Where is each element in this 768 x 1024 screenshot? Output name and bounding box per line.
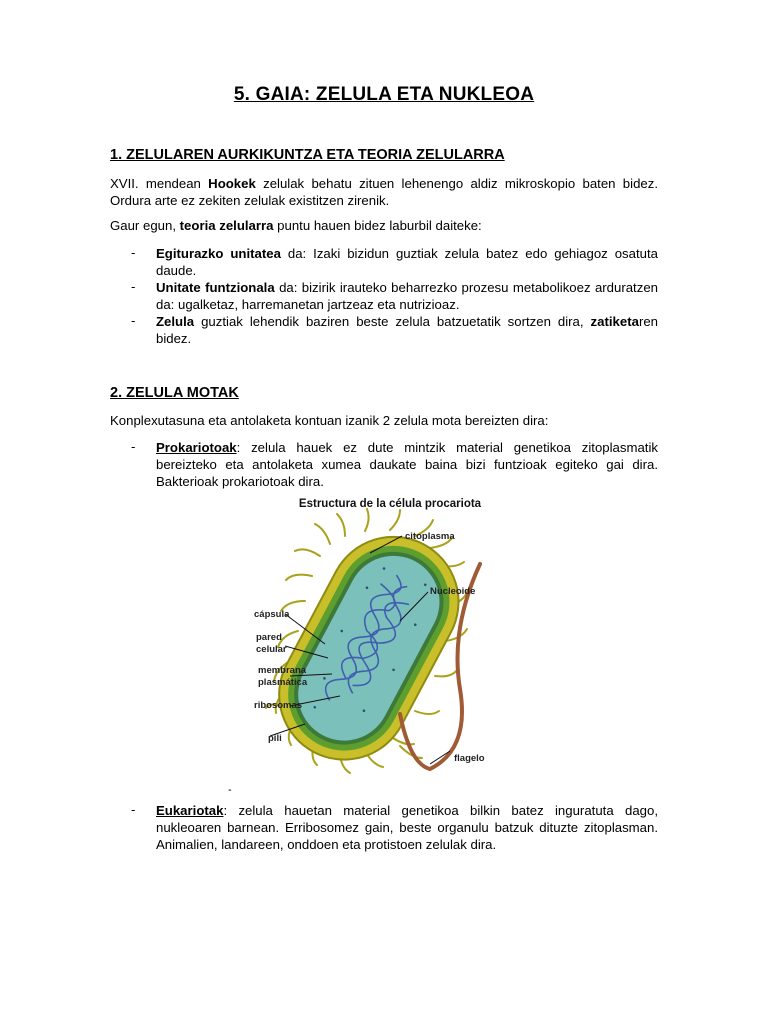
bold-term: Unitate funtzionala (156, 280, 275, 295)
label-flagelo: flagelo (454, 753, 485, 764)
stray-dash: - (228, 784, 232, 796)
section-2-heading: 2. ZELULA MOTAK (110, 385, 239, 401)
section-1-heading: 1. ZELULAREN AURKIKUNTZA ETA TEORIA ZELULARRA (110, 147, 505, 163)
bullet-eukariotak (156, 802, 658, 853)
text-span: Gaur egun, (110, 218, 180, 233)
paragraph-hooke (110, 175, 658, 209)
text-span: guztiak lehendik baziren beste zelula batzuetatik sortzen dira, (194, 314, 591, 329)
bold-term-teoria: teoria zelularra (179, 218, 274, 233)
bullet-dash: - (131, 313, 136, 328)
text-span: XVII. mendean (110, 176, 209, 191)
prokaryote-cell-illustration (250, 496, 530, 796)
text-span: zelulak behatu zituen lehenengo aldiz mikroskopio baten bidez. Ordura arte ez zekiten zelulak existitzen zirenik. (110, 176, 658, 208)
bold-term: zatiketa (590, 314, 639, 329)
text-span: da: Izaki bizidun guztiak zelula batez edo gehiagoz osatuta daude. (156, 246, 658, 278)
bullet-prokariotoak (156, 439, 658, 490)
text-span: : zelula hauek ez dute mintzik material genetikoa zitoplasmatik bereizteko eta antolaketa xumea daukate baina bizi funtzioak egiteko gai dira. Bakterioak prokariotoak dira. (156, 440, 658, 489)
figure-title: Estructura de la célula procariota (298, 498, 482, 510)
bold-term: Egiturazko unitatea (156, 246, 281, 261)
text-span: da: bizirik irauteko beharrezko prozesu metabolikoez arduratzen da: ugalketaz, harremanetan jartzeaz eta nutrizioaz. (156, 280, 658, 312)
bold-term: Zelula (156, 314, 195, 329)
text-span: : zelula hauetan material genetikoa bilkin batez inguratuta dago, nukleoaren barnean. Erribosomez gain, beste organulu batzuk dituzte zitoplasman. Animalien, landareen, onddoen eta protistoen zelulak dira. (156, 803, 658, 852)
bullet-dash: - (131, 802, 136, 817)
label-citoplasma: citoplasma (405, 531, 455, 542)
label-capsula: cápsula (254, 609, 290, 620)
bullet-dash: - (131, 439, 136, 454)
label-nucleoide: Nucleoide (430, 586, 476, 597)
label-ribosomas: ribosomas (254, 700, 303, 711)
label-pili: pili (268, 733, 282, 744)
label-pared-1: pared (256, 632, 282, 643)
bold-term-hooke: Hookek (208, 176, 256, 191)
term-eukariotak: Eukariotak (156, 803, 224, 818)
label-pared-2: celular (256, 644, 287, 655)
prokaryote-figure (250, 496, 530, 796)
page-title: 5. GAIA: ZELULA ETA NUKLEOA (233, 84, 535, 105)
paragraph-teoria (110, 217, 658, 234)
bullet-dash: - (131, 245, 136, 260)
label-membrana-1: membrana (258, 665, 307, 676)
bullet-dash: - (131, 279, 136, 294)
text-span: ren bidez. (156, 314, 658, 346)
label-membrana-2: plasmática (258, 677, 308, 688)
paragraph-intro: Konplexutasuna eta antolaketa kontuan izanik 2 zelula mota bereizten dira: (110, 413, 549, 428)
term-prokariotoak: Prokariotoak (156, 440, 237, 455)
bullet-unitate (156, 279, 658, 313)
bullet-zelula (156, 313, 658, 347)
bullet-egiturazko (156, 245, 658, 279)
text-span: puntu hauen bidez laburbil daiteke: (273, 218, 482, 233)
